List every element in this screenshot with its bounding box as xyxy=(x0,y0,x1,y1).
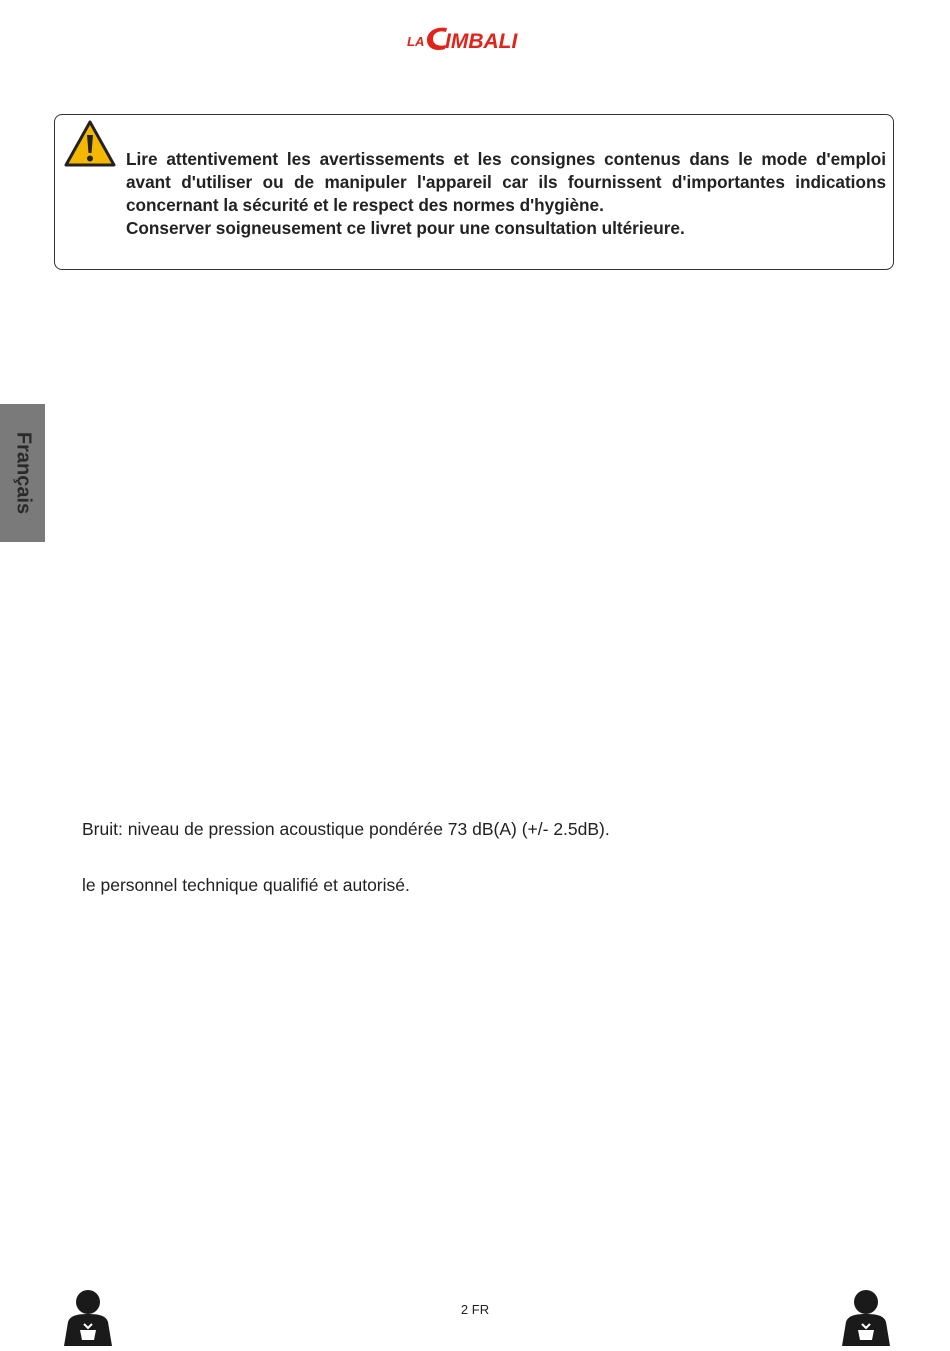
barista-figure-icon xyxy=(834,1288,898,1346)
warning-text xyxy=(126,148,886,240)
page-number: 2 FR xyxy=(460,1302,490,1317)
la-cimbali-logo-icon xyxy=(405,18,550,58)
warning-triangle-icon xyxy=(63,119,117,169)
safety-warning-box xyxy=(54,114,894,270)
svg-text:IMBALI: IMBALI xyxy=(445,30,518,53)
qualified-personnel-text: le personnel technique qualifié et autorisé. xyxy=(82,875,410,895)
noise-level-text: Bruit: niveau de pression acoustique pondérée 73 dB(A) (+/- 2.5dB). xyxy=(82,819,610,839)
language-tab-label: Français xyxy=(12,431,34,515)
warning-paragraph: Lire attentivement les avertissements et les consignes contenus dans le mode d'emploi avant d'utiliser ou de manipuler l'appareil car ils fournissent d'importantes indications concernant la sécurité et le respect des normes d'hygiène. xyxy=(126,149,886,215)
barista-figure-icon xyxy=(56,1288,120,1346)
warning-note: Conserver soigneusement ce livret pour une consultation ultérieure. xyxy=(126,218,685,238)
svg-text:LA: LA xyxy=(407,34,425,49)
language-tab[interactable] xyxy=(0,404,45,542)
brand-logo xyxy=(405,18,550,58)
